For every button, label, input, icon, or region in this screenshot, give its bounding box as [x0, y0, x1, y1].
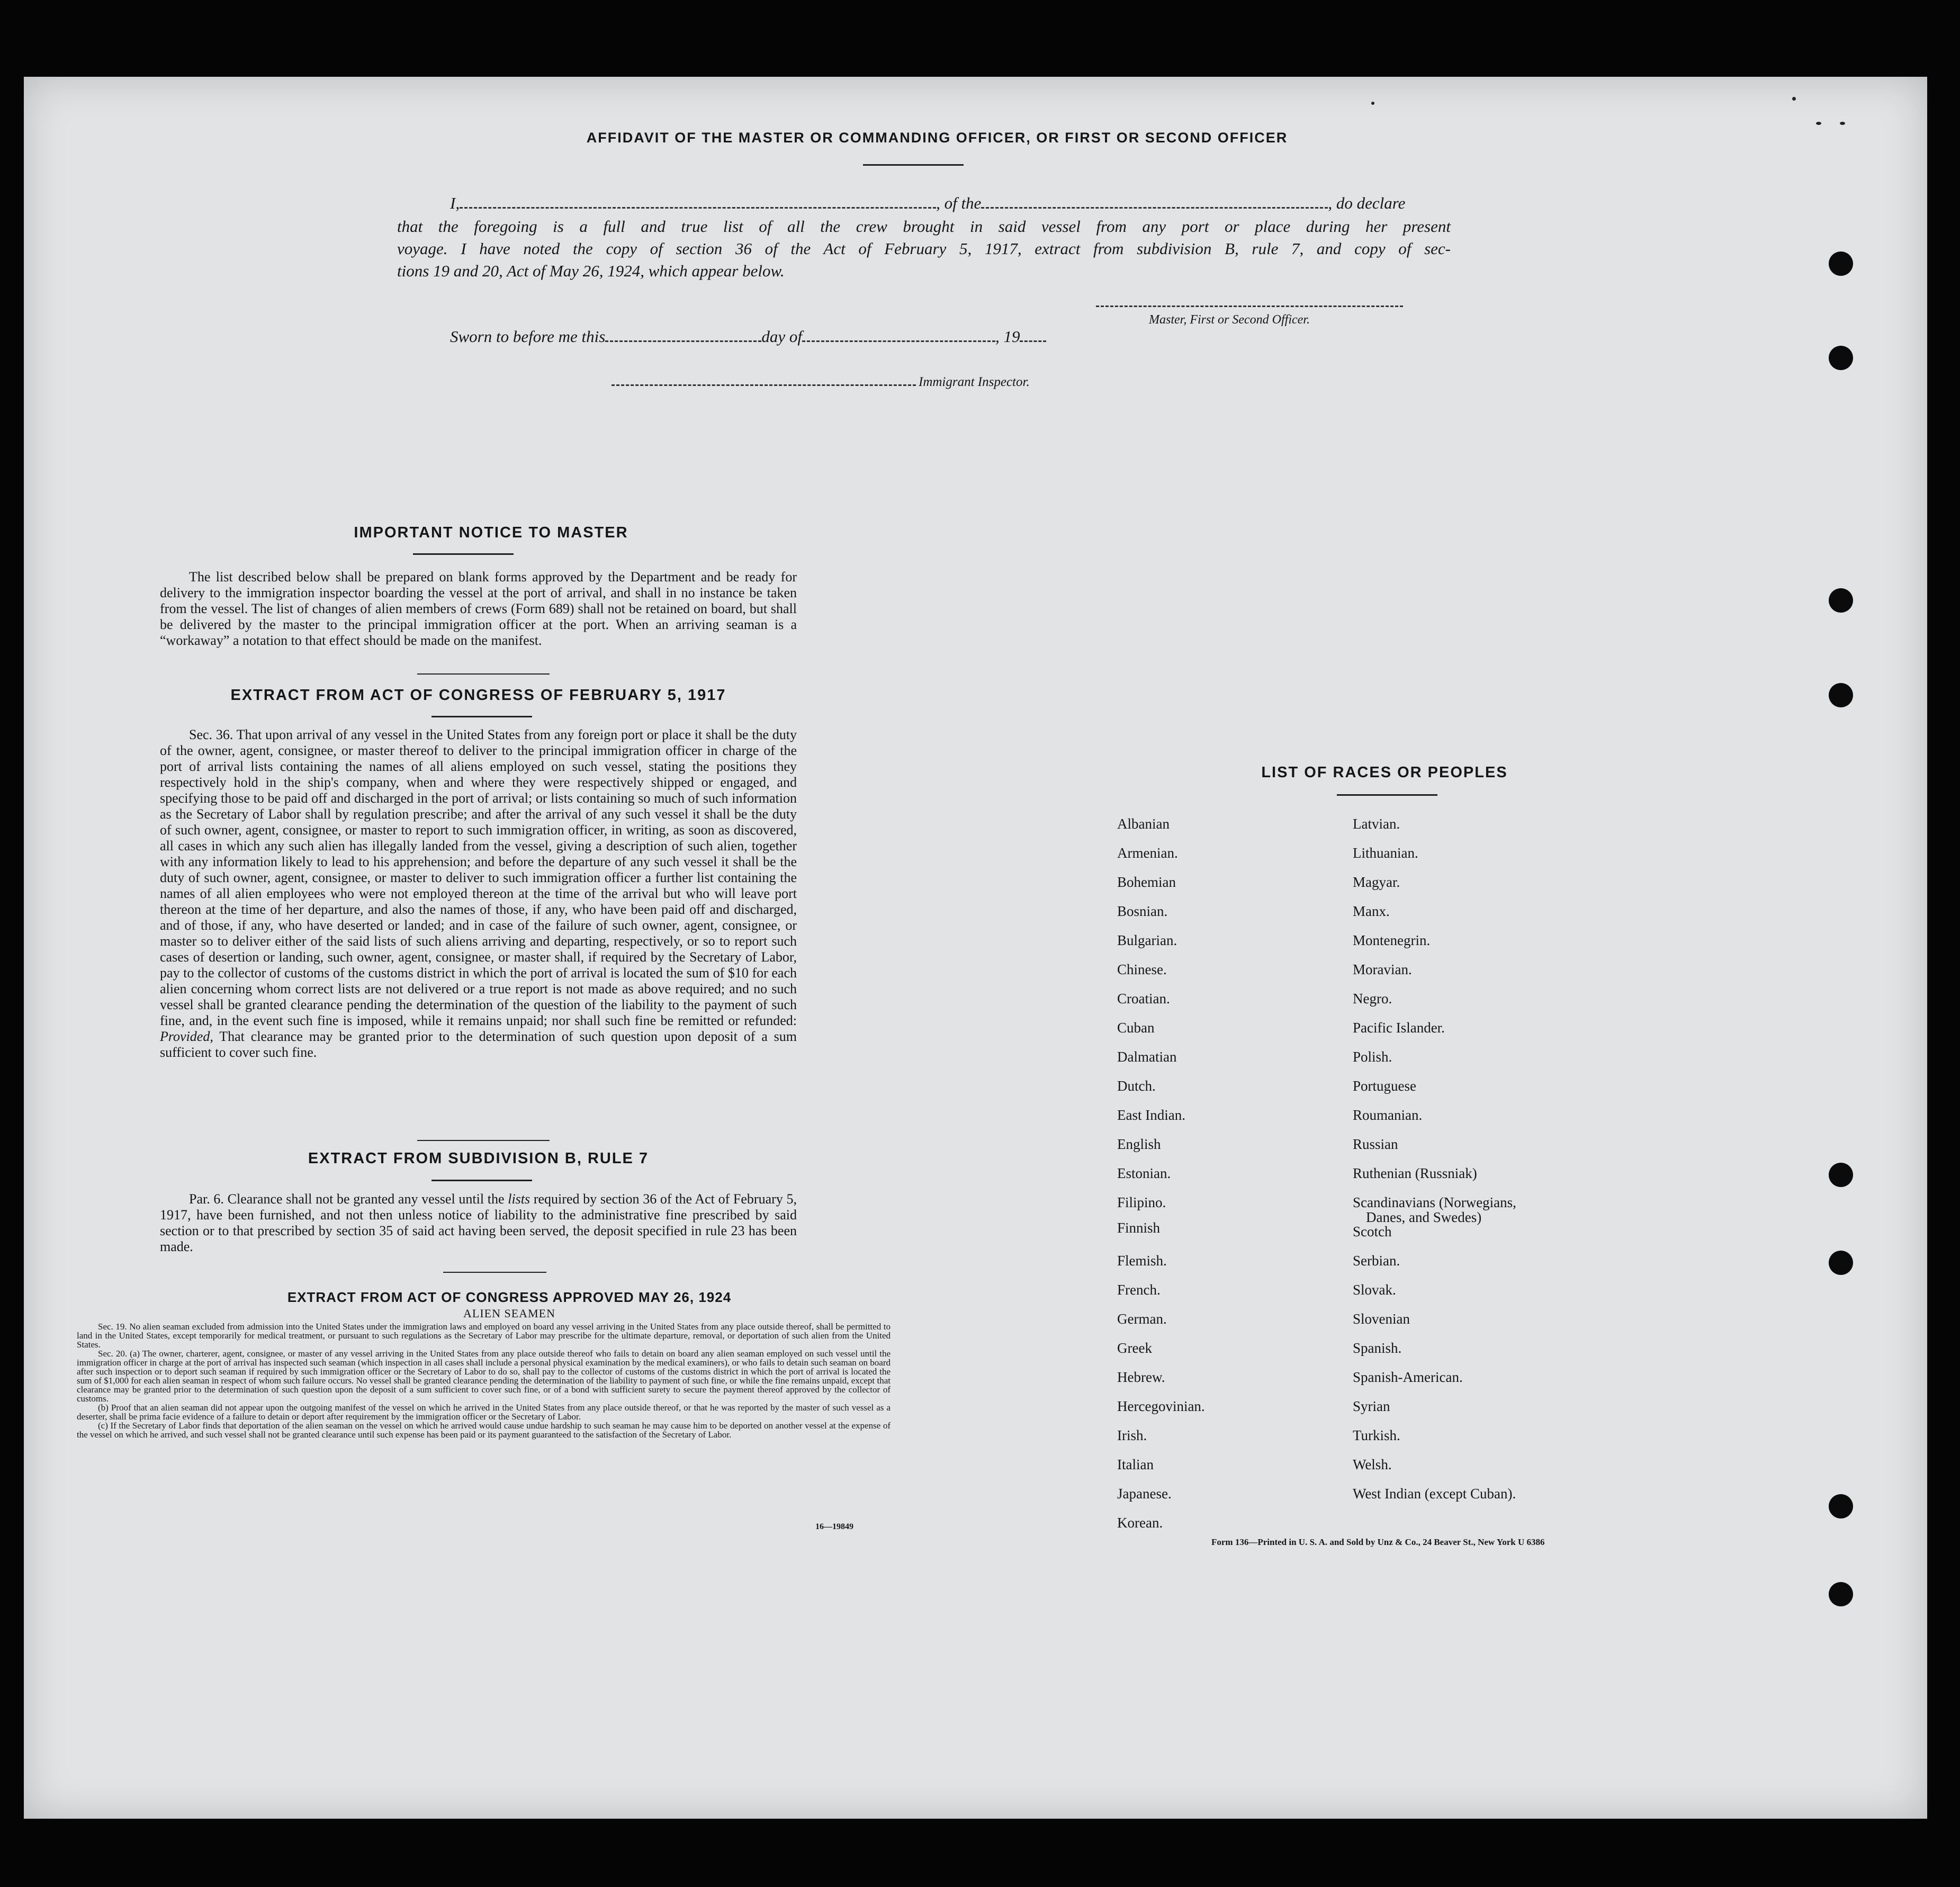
- vessel-label: , of the: [936, 194, 982, 212]
- rule-7-divider: [431, 1180, 532, 1181]
- sworn-month-blank[interactable]: [802, 329, 995, 342]
- affidavit-text-line-4: tions 19 and 20, Act of May 26, 1924, which appear below.: [397, 262, 785, 280]
- act-1917-title: EXTRACT FROM ACT OF CONGRESS OF FEBRUARY 5, 1917: [230, 687, 726, 704]
- printer-imprint: Form 136—Printed in U. S. A. and Sold by Unz & Co., 24 Beaver St., New York U 6386: [1211, 1537, 1545, 1547]
- affidavit-text-line-2: that the foregoing is a full and true list of all the crew brought in said vessel from any port or place during her present: [397, 217, 1451, 236]
- punch-hole: [1829, 588, 1853, 613]
- section-text: That upon arrival of any vessel in the United States from any foreign port or place it shall be the duty of the owner, agent, consignee, or master thereof to deliver to the principal immigration officer in charge of the port of arrival lists containing the names of all aliens employed on such vessel, stating the positions they respectively hold in the ship's company, when and where they were respectively shipped or engaged, and specifying those to be paid off and discharged in the port of arrival; or lists containing so much of such information as the Secretary of Labor shall by regulation prescribe; and after the arrival of any such vessel it shall be the duty of such owner, agent, consignee, or master to report to such immigration officer, in writing, as soon as discovered, all cases in which any such alien has illegally landed from the vessel, giving a description of such alien, together with any information likely to lead to his apprehension; and before the departure of any such vessel it shall be the duty of such owner, agent, consignee, or master to deliver to such immigration officer a further list containing the names of all alien employees who were not employed thereon at the time of the arrival but who will leave port thereon at the time of her departure, and also the names of those, if any, who have been paid off and discharged, and of those, if any, who have deserted or landed; and in case of the failure of such owner, agent, consignee, or master so to deliver either of the said lists of such aliens arriving and departing, respectively, or so to report such cases of desertion or landing, such owner, agent, consignee, or master shall, if required by the Secretary of Labor, pay to the collector of customs of the customs district in which the port of arrival is located the sum of $10 for each alien concerning whom correct lists are not delivered or a true report is not made as above required; and no such vessel shall be granted clearance pending the determination of the question of the liability to the payment of such fine, and, in the event such fine is imposed, while it remains unpaid; nor shall such fine be remitted or refunded:: [160, 727, 797, 1028]
- race-item: Serbian.: [1353, 1253, 1400, 1269]
- notice-divider: [413, 553, 514, 555]
- inspector-caption: Immigrant Inspector.: [919, 375, 1030, 389]
- affidavit-declaration-line: [450, 192, 1456, 214]
- race-item: Chinese.: [1117, 962, 1167, 977]
- section-20b: (b) Proof that an alien seaman did not appear upon the outgoing manifest of the vessel on which he arrived in the United States from any place outside thereof, or that he was reported by the master of such vessel as a deserter, shall be prima facie evidence of a failure to detain or deport after requirement by the immigration officer or the Secretary of Labor.: [77, 1403, 891, 1422]
- race-item: Bulgarian.: [1117, 932, 1177, 948]
- race-item: Greek: [1117, 1340, 1152, 1356]
- punch-hole: [1829, 1163, 1853, 1187]
- sworn-label: Sworn to before me this: [450, 327, 606, 346]
- master-signature-line[interactable]: [1096, 305, 1403, 307]
- race-item: German.: [1117, 1311, 1167, 1327]
- race-item: Spanish.: [1353, 1340, 1402, 1356]
- race-item: Danes, and Swedes): [1366, 1209, 1482, 1225]
- provided-word: Provided,: [160, 1029, 213, 1044]
- race-item: Negro.: [1353, 991, 1392, 1007]
- race-item: Ruthenian (Russniak): [1353, 1165, 1477, 1181]
- declarant-label: I,: [450, 194, 460, 212]
- act-1924-title: EXTRACT FROM ACT OF CONGRESS APPROVED MAY 26, 1924: [287, 1289, 732, 1305]
- section-text-end: That clearance may be granted prior to the determination of such question upon deposit of a sum sufficient to cover such fine.: [160, 1029, 797, 1060]
- race-item: Russian: [1353, 1136, 1398, 1152]
- race-item: Cuban: [1117, 1020, 1155, 1036]
- race-item: Bosnian.: [1117, 903, 1168, 919]
- title-divider: [863, 164, 964, 166]
- race-item: Slovak.: [1353, 1282, 1396, 1298]
- race-item: Syrian: [1353, 1398, 1390, 1414]
- act-1917-divider: [431, 716, 532, 717]
- race-item: Scotch: [1353, 1224, 1392, 1239]
- race-item: Dalmatian: [1117, 1049, 1177, 1065]
- punch-hole: [1829, 683, 1853, 707]
- race-item: Croatian.: [1117, 991, 1170, 1007]
- year-label: , 19: [995, 327, 1020, 346]
- section-separator: [417, 673, 550, 675]
- race-item: Bohemian: [1117, 874, 1176, 890]
- rule-7-title: EXTRACT FROM SUBDIVISION B, RULE 7: [308, 1150, 649, 1167]
- race-item: East Indian.: [1117, 1107, 1185, 1123]
- race-item: Japanese.: [1117, 1486, 1172, 1502]
- punch-hole: [1829, 251, 1853, 276]
- paragraph-text-a: Clearance shall not be granted any vessel until the: [227, 1191, 505, 1207]
- section-20a: Sec. 20. (a) The owner, charterer, agent, consignee, or master of any vessel arriving in the United States from any place outside thereof who fails to detain on board any alien seaman employed on such vessel until the immigration officer in charge at the port of arrival has inspected such seaman (which inspection in all cases shall include a personal physical examination by the medical examiners), or who fails to detain such seaman on board after such inspection or to deport such seaman if required by such immigration officer or the Secretary of Labor to do so, shall pay to the collector of customs of the customs district in which the port of arrival is located the sum of $1,000 for each alien seaman in respect of whom such failure occurs. No vessel shall be granted clearance pending the determination of the liability to payment of such fine, or while the fine remains unpaid, except that clearance may be granted prior to the determination of such question upon the deposit of a sum sufficient to cover such fine, or of a bond with sufficient surety to secure the payment thereof approved by the collector of customs.: [77, 1349, 891, 1404]
- sworn-line: [450, 326, 1138, 348]
- act-1924-subtitle: ALIEN SEAMEN: [463, 1307, 555, 1320]
- race-item: Hebrew.: [1117, 1369, 1165, 1385]
- day-of-label: day of: [761, 327, 802, 346]
- speck: [1371, 102, 1374, 105]
- race-item: Moravian.: [1353, 962, 1412, 977]
- paragraph-label: Par. 6.: [189, 1191, 224, 1207]
- race-item: Montenegrin.: [1353, 932, 1431, 948]
- race-item: Roumanian.: [1353, 1107, 1423, 1123]
- act-1917-section-36: [160, 727, 797, 1061]
- section-20c: (c) If the Secretary of Labor finds that deportation of the alien seaman on the vessel on which he arrived would cause undue hardship to such seaman he may cause him to be deported on another vessel at the expense of the vessel on which he arrived, and such vessel shall not be granted clearance until such expense has been paid or its payment guaranteed to the satisfaction of the Secretary of Labor.: [77, 1421, 891, 1440]
- races-title: LIST OF RACES OR PEOPLES: [1261, 764, 1508, 781]
- race-item: Manx.: [1353, 903, 1390, 919]
- race-item: Slovenian: [1353, 1311, 1410, 1327]
- punch-hole: [1829, 1251, 1853, 1275]
- races-divider: [1337, 794, 1437, 796]
- rule-7-paragraph-6: [160, 1191, 797, 1255]
- section-label: Sec. 36.: [189, 727, 233, 742]
- race-item: Portuguese: [1353, 1078, 1416, 1094]
- vessel-name-blank[interactable]: [981, 196, 1328, 209]
- race-item: Finnish: [1117, 1220, 1161, 1236]
- race-item: Irish.: [1117, 1427, 1147, 1443]
- paragraph-text-b: required by section 36 of the Act of February 5, 1917, have been furnished, and not then unless notice of liability to the administrative fine prescribed by said section or to that prescribed by section 35 of said act having been served, the deposit specified in rule 23 has been made.: [160, 1191, 797, 1254]
- punch-hole: [1829, 1582, 1853, 1606]
- race-item: West Indian (except Cuban).: [1353, 1486, 1516, 1502]
- race-item: Turkish.: [1353, 1427, 1400, 1443]
- master-caption: Master, First or Second Officer.: [1149, 313, 1310, 327]
- race-item: Welsh.: [1353, 1457, 1392, 1472]
- race-item: Dutch.: [1117, 1078, 1156, 1094]
- affidavit-text-line-3: voyage. I have noted the copy of section 36 of the Act of February 5, 1917, extract from subdivision B, rule 7, and copy of sec-: [397, 239, 1451, 258]
- race-item: Magyar.: [1353, 874, 1400, 890]
- form-page: [24, 77, 1927, 1819]
- race-item: Pacific Islander.: [1353, 1020, 1445, 1036]
- sworn-year-blank[interactable]: [1020, 329, 1046, 342]
- declare-label: , do declare: [1328, 194, 1406, 212]
- act-1924-sections: [77, 1322, 891, 1439]
- race-item: Italian: [1117, 1457, 1154, 1472]
- race-item: Flemish.: [1117, 1253, 1167, 1269]
- race-item: French.: [1117, 1282, 1161, 1298]
- race-item: Polish.: [1353, 1049, 1392, 1065]
- race-item: Estonian.: [1117, 1165, 1171, 1181]
- race-item: Scandinavians (Norwegians,: [1353, 1194, 1516, 1210]
- sworn-day-blank[interactable]: [605, 329, 761, 342]
- race-item: Hercegovinian.: [1117, 1398, 1205, 1414]
- section-separator: [443, 1272, 546, 1273]
- section-separator: [417, 1140, 550, 1141]
- form-code: 16—19849: [815, 1522, 853, 1531]
- lists-word: lists: [508, 1191, 531, 1207]
- race-item: Lithuanian.: [1353, 845, 1418, 861]
- notice-title: IMPORTANT NOTICE TO MASTER: [354, 524, 628, 541]
- affidavit-title: AFFIDAVIT OF THE MASTER OR COMMANDING OFFICER, OR FIRST OR SECOND OFFICER: [586, 130, 1288, 146]
- race-item: English: [1117, 1136, 1161, 1152]
- speck: [1816, 122, 1821, 125]
- race-item: Filipino.: [1117, 1194, 1166, 1210]
- speck: [1840, 122, 1845, 125]
- section-19: Sec. 19. No alien seaman excluded from admission into the United States under the immigration laws and employed on board any vessel arriving in the United States from any place outside thereof, shall be permitted to land in the United States, except temporarily for medical treatment, or pursuant to such regulations as the Secretary of Labor may prescribe for the ultimate departure, removal, or deportation of such alien from the United States.: [77, 1322, 891, 1350]
- race-item: Latvian.: [1353, 816, 1400, 832]
- punch-hole: [1829, 1494, 1853, 1518]
- punch-hole: [1829, 346, 1853, 370]
- inspector-signature-line[interactable]: [612, 384, 916, 386]
- race-item: Spanish-American.: [1353, 1369, 1463, 1385]
- race-item: Armenian.: [1117, 845, 1178, 861]
- race-item: Albanian: [1117, 816, 1170, 832]
- notice-text: The list described below shall be prepared on blank forms approved by the Department and be ready for delivery to the immigration inspector boarding the vessel at the port of arrival, and shall in no instance be taken from the vessel. The list of changes of alien members of crews (Form 689) shall not be retained on board, but shall be delivered by the master to the principal immigration officer at the port. When an arriving seaman is a “workaway” a notation to that effect should be made on the manifest.: [160, 569, 797, 648]
- speck: [1792, 97, 1796, 101]
- race-item: Korean.: [1117, 1515, 1163, 1531]
- declarant-name-blank[interactable]: [460, 196, 936, 209]
